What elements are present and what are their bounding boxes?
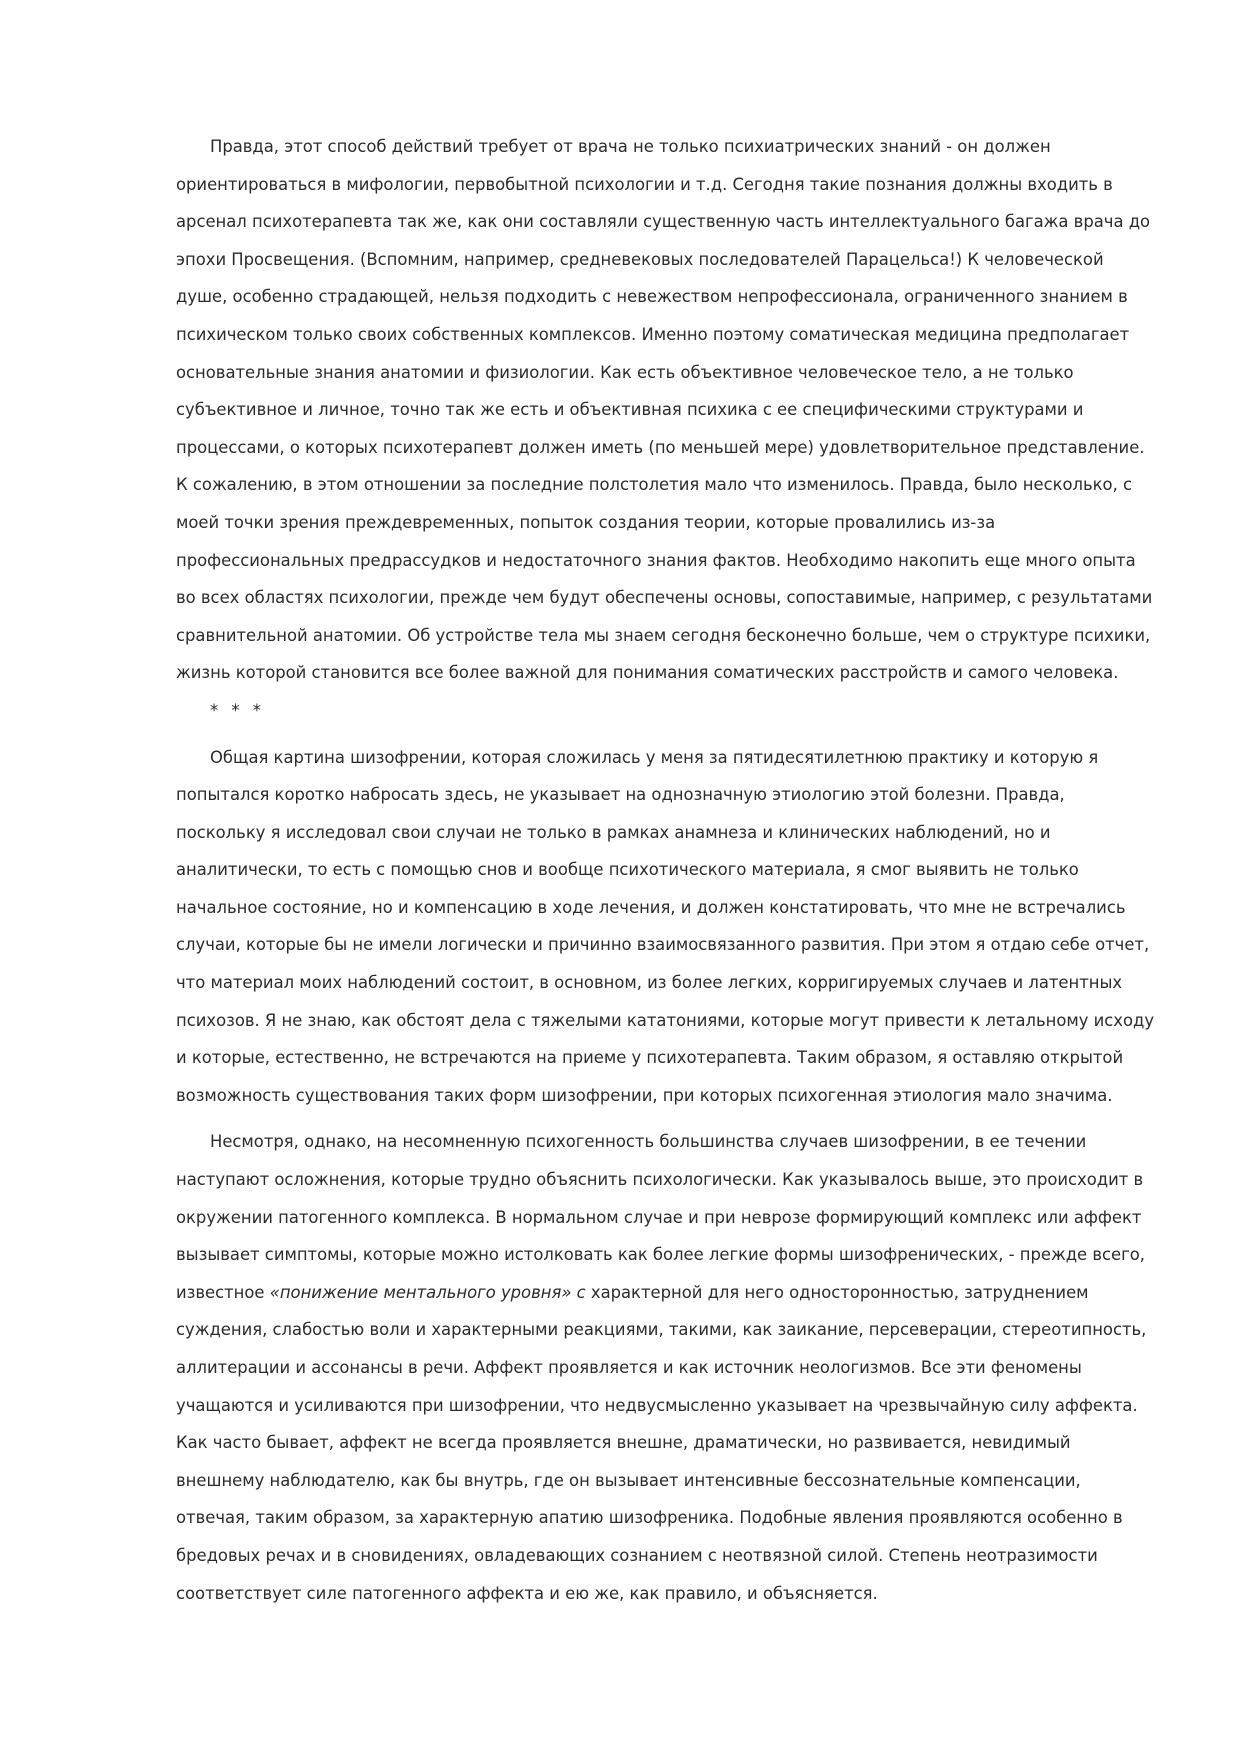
paragraph-3-start: Несмотря, однако, на несомненную психогенность большинства случаев шизофрении, в ее течении наступают осложнения, которые трудно объяснить психологически. Как указывалось выше, это происходит в окружении патогенного комплекса. В нормальном случае и при неврозе формирующий комплекс или аффект вызывает симптомы, которые можно истолковать как более легкие формы шизофренических, - прежде всего, известное bbox=[176, 1132, 1145, 1302]
paragraph-2: Общая картина шизофрении, которая сложилась у меня за пятидесятилетнюю практику и которую я попытался коротко набросать здесь, не указывает на однозначную этиологию этой болезни. Правда, поскольку я исследовал свои случаи не только в рамках анамнеза и клинических наблюдений, но и аналитически, то есть с помощью снов и вообще психотического материала, я смог выявить не только начальное состояние, но и компенсацию в ходе лечения, и должен констатировать, что мне не встречались случаи, которые бы не имели логически и причинно взаимосвязанного развития. При этом я отдаю себе отчет, что материал моих наблюдений состоит, в основном, из более легких, корригируемых случаев и латентных психозов. Я не знаю, как обстоят дела с тяжелыми кататониями, которые могут привести к летальному исходу и которые, естественно, не встречаются на приеме у психотерапевта. Таким образом, я оставляю открытой возможность существования таких форм шизофрении, при которых психогенная этиология мало значима. bbox=[176, 747, 1155, 1105]
paragraph-1: Правда, этот способ действий требует от врача не только психиатрических знаний - он должен ориентироваться в мифологии, первобытной психологии и т.д. Сегодня такие познания должны входить в арсенал психотерапевта так же, как они составляли существенную часть интеллектуального багажа врача до эпохи Просвещения. (Вспомним, например, средневековых последователей Парацельса!) К человеческой душе, особенно страдающей, нельзя подходить с невежеством непрофессионала, ограниченного знанием в психическом только своих собственных комплексов. Именно поэтому соматическая медицина предполагает основательные знания анатомии и физиологии. Как есть объективное человеческое тело, а не только субъективное и личное, точно так же есть и объективная психика с ее специфическими структурами и процессами, о которых психотерапевт должен иметь (по меньшей мере) удовлетворительное представление. К сожалению, в этом отношении за последние полстолетия мало что изменилось. Правда, было несколько, с моей точки зрения преждевременных, попыток создания теории, которые провалились из-за профессиональных предрассудков и недостаточного знания фактов. Необходимо накопить еще много опыта во всех областях психологии, прежде чем будут обеспечены основы, сопоставимые, например, с результатами сравнительной анатомии. Об устройстве тела мы знаем сегодня бесконечно больше, чем о структуре психики, жизнь которой становится все более важной для понимания соматических расстройств и самого человека. bbox=[176, 137, 1153, 683]
paragraph-3-italic-term: «понижение ментального уровня» с bbox=[269, 1282, 586, 1302]
document-page bbox=[176, 128, 1156, 1612]
paragraph-3-end: характерной для него односторонностью, затруднением суждения, слабостью воли и характерными реакциями, такими, как заикание, персеверации, стереотипность, аллитерации и ассонансы в речи. Аффект проявляется и как источник неологизмов. Все эти феномены учащаются и усиливаются при шизофрении, что недвусмысленно указывает на чрезвычайную силу аффекта. Как часто бывает, аффект не всегда проявляется внешне, драматически, но развивается, невидимый внешнему наблюдателю, как бы внутрь, где он вызывает интенсивные бессознательные компенсации, отвечая, таким образом, за характерную апатию шизофреника. Подобные явления проявляются особенно в бредовых речах и в сновидениях, овладевающих сознанием с неотвязной силой. Степень неотразимости соответствует силе патогенного аффекта и ею же, как правило, и объясняется. bbox=[176, 1282, 1147, 1603]
paragraph-3 bbox=[176, 1123, 1156, 1612]
section-separator: * * * bbox=[210, 700, 266, 720]
spacer bbox=[176, 1114, 1156, 1123]
spacer bbox=[176, 730, 1156, 739]
